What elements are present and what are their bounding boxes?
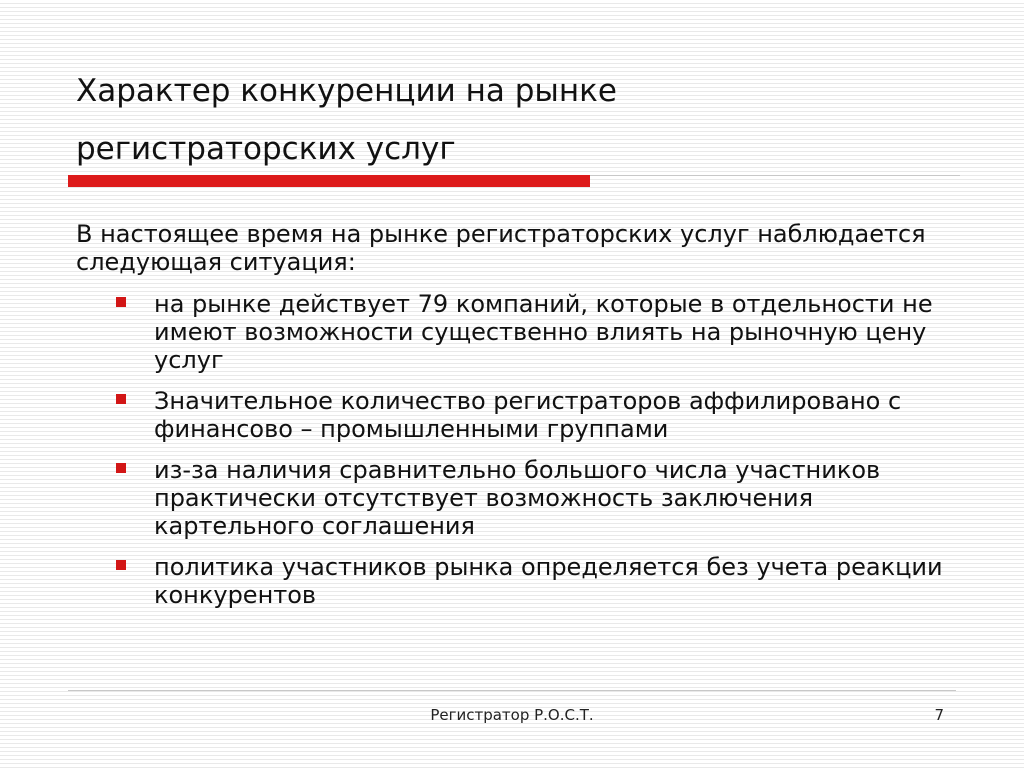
- bullet-item: [110, 290, 950, 374]
- title-accent-bar: [68, 175, 590, 187]
- bullet-list: [110, 290, 950, 622]
- bullet-text: политика участников рынка определяется без учета реакции конкурентов: [154, 553, 943, 609]
- page-number: 7: [934, 706, 944, 724]
- footer-divider: [68, 690, 956, 691]
- bullet-item: [110, 387, 950, 443]
- square-bullet-icon: [116, 297, 126, 307]
- bullet-item: [110, 456, 950, 540]
- bullet-text: Значительное количество регистраторов аффилировано с финансово – промышленными группами: [154, 387, 902, 443]
- square-bullet-icon: [116, 560, 126, 570]
- intro-text: В настоящее время на рынке регистраторских услуг наблюдается следующая ситуация:: [76, 220, 926, 276]
- bullet-text: на рынке действует 79 компаний, которые в отдельности не имеют возможности существенно влиять на рыночную цену услуг: [154, 290, 933, 374]
- square-bullet-icon: [116, 463, 126, 473]
- square-bullet-icon: [116, 394, 126, 404]
- footer-company: Регистратор Р.О.С.Т.: [430, 706, 594, 724]
- slide-title: [76, 62, 956, 178]
- slide-title-line: Характер конкуренции на рынке: [76, 73, 617, 109]
- bullet-item: [110, 553, 950, 609]
- slide-title-line: регистраторских услуг: [76, 131, 456, 167]
- bullet-text: из-за наличия сравнительно большого числа участников практически отсутствует возможность заключения картельного соглашения: [154, 456, 881, 540]
